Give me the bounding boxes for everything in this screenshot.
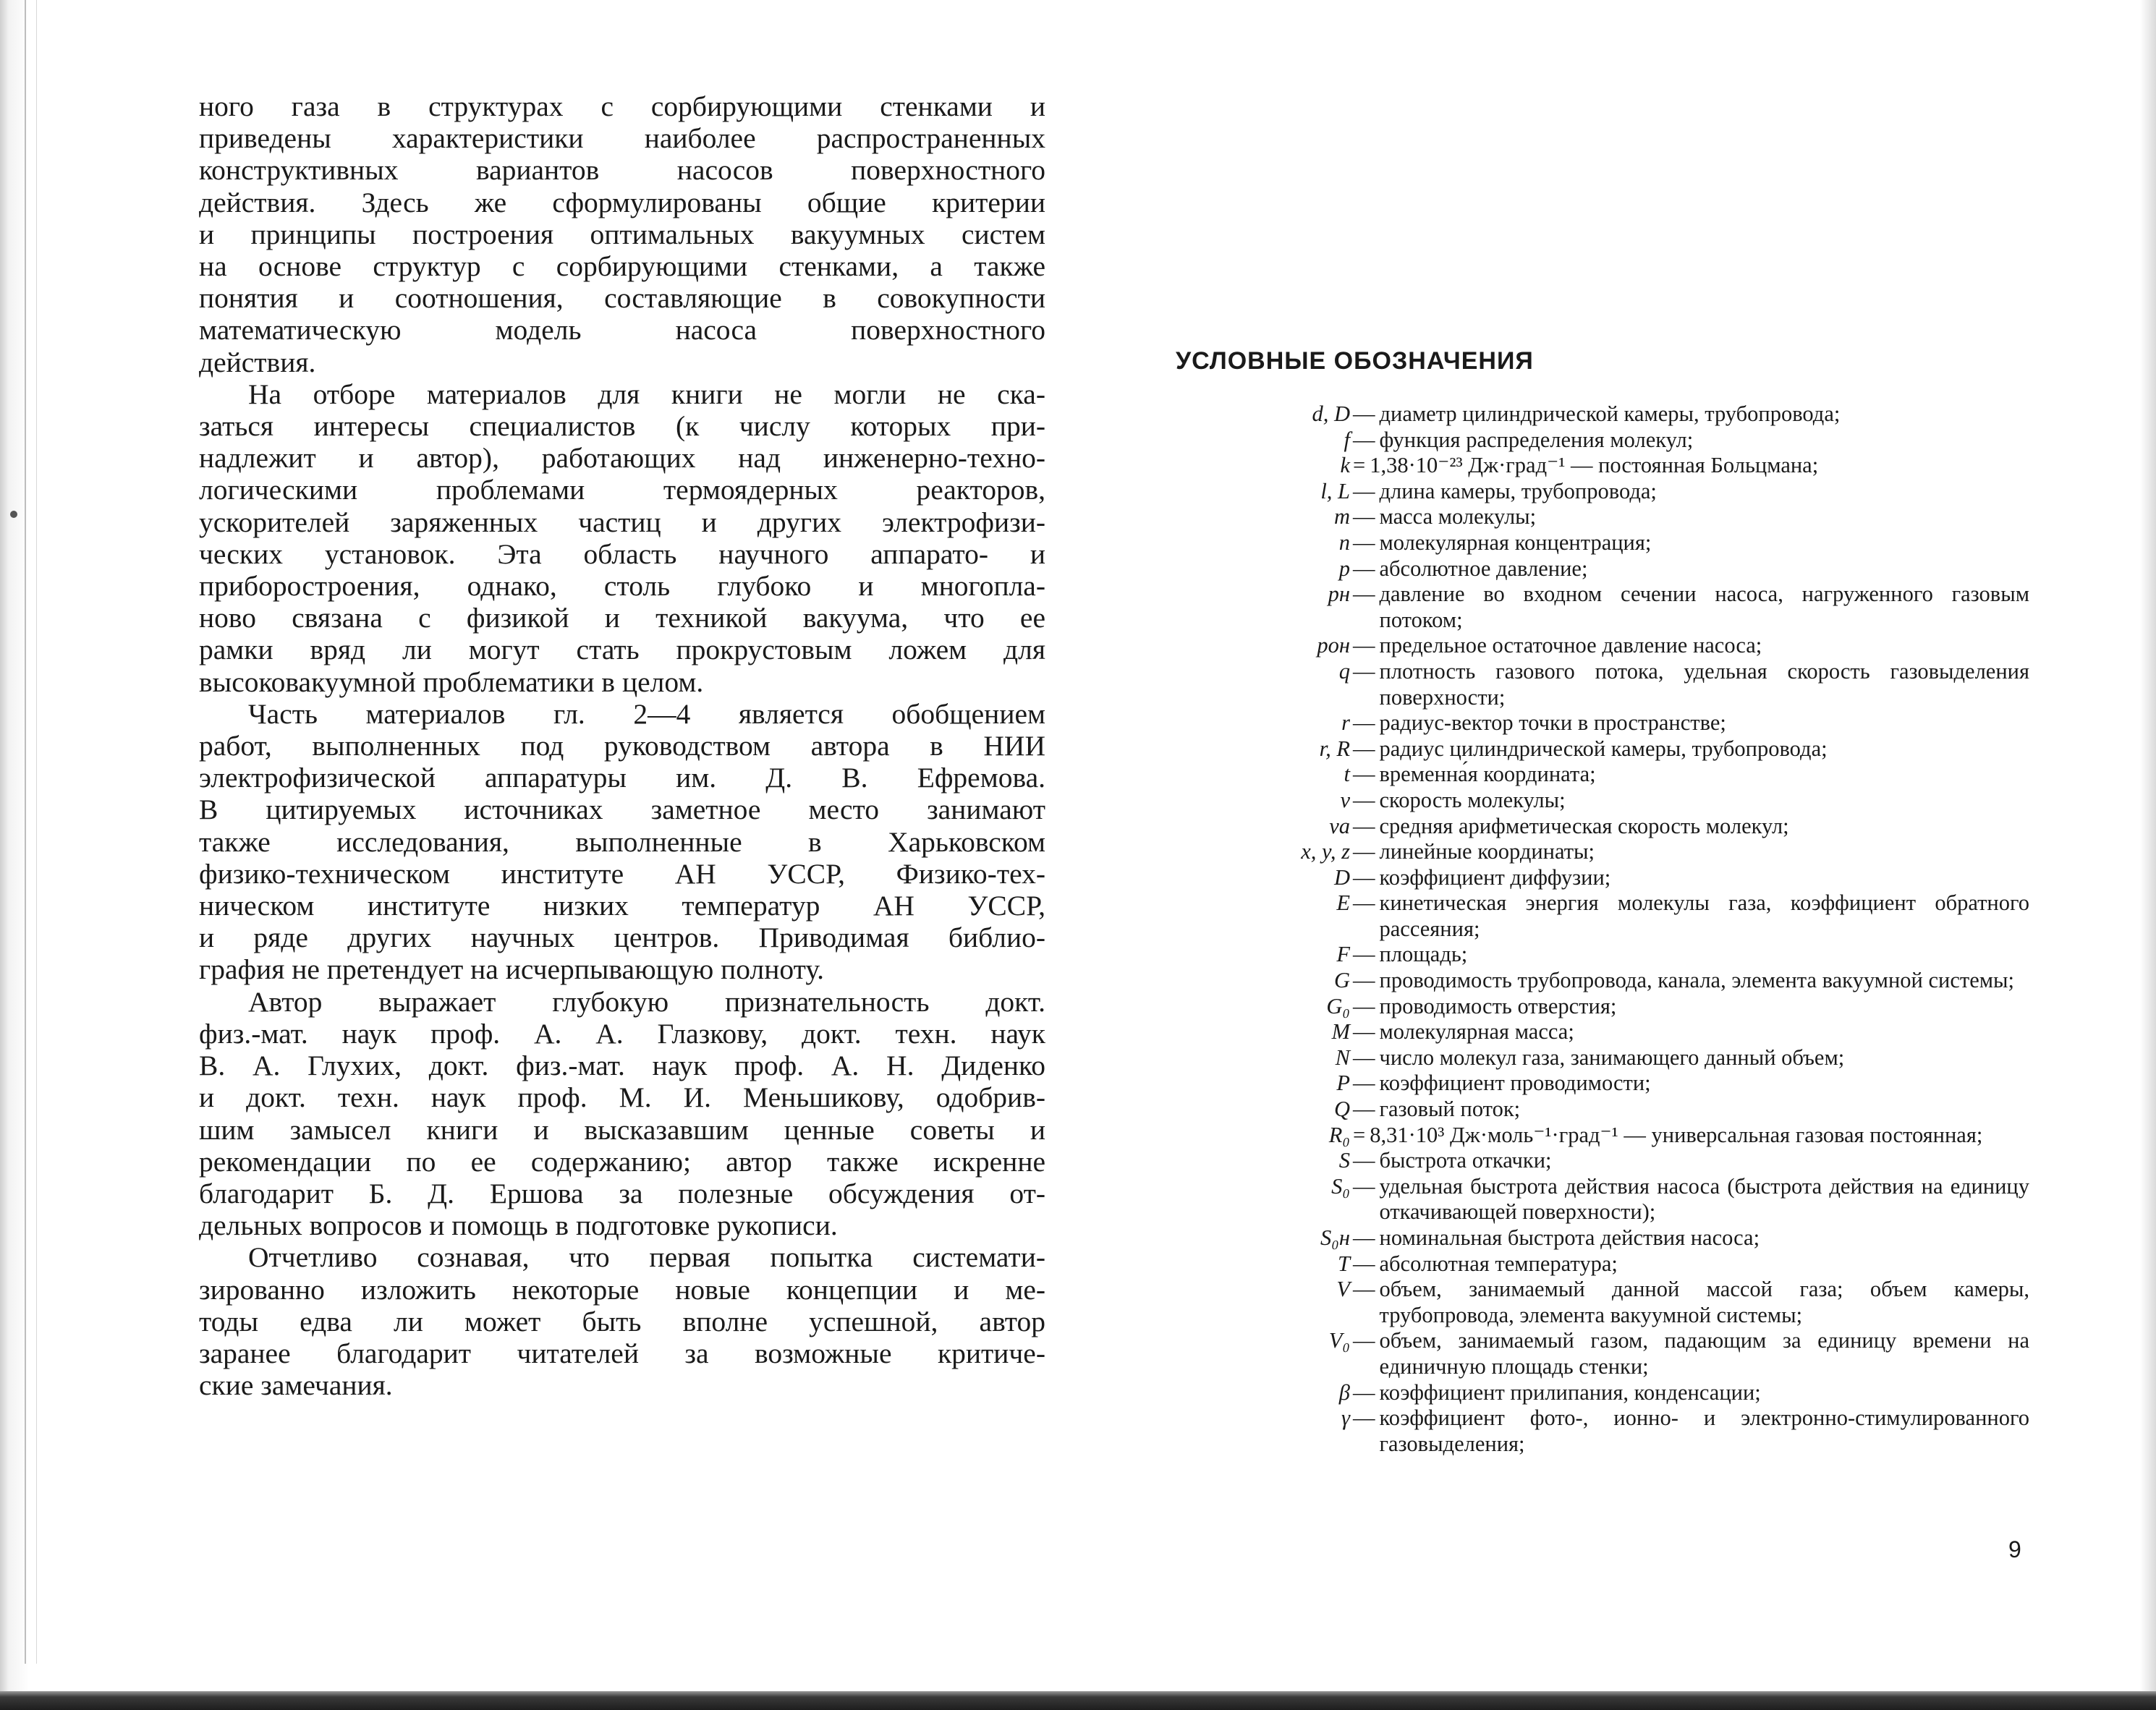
notation-separator: —	[1353, 633, 1375, 658]
notation-entry	[1176, 1123, 2029, 1149]
notation-entry	[1176, 1277, 2029, 1328]
notation-separator: —	[1353, 993, 1375, 1018]
text-line: и принципы построения оптимальных вакуумных систем	[199, 218, 1045, 250]
notation-separator: —	[1353, 658, 1375, 684]
notation-entry	[1176, 556, 2029, 582]
notation-symbol: G₀	[1326, 993, 1350, 1018]
notation-description: временна́я координата;	[1379, 762, 1596, 787]
notation-separator: —	[1353, 1071, 1375, 1096]
notation-symbol: N	[1335, 1045, 1350, 1070]
notation-entry	[1176, 788, 2029, 814]
text-line: действия. Здесь же сформулированы общие критерии	[199, 186, 1045, 218]
notation-separator: —	[1353, 504, 1375, 529]
text-line: и докт. техн. наук проф. М. И. Меньшикову, одобрив-	[199, 1081, 1045, 1114]
notation-description: 8,31·10³ Дж·моль⁻¹·град⁻¹ — универсальная газовая постоянная;	[1370, 1122, 1983, 1147]
text-line: приведены характеристики наиболее распространенных	[199, 122, 1045, 155]
notation-separator: —	[1353, 710, 1375, 736]
notation-symbol: S	[1338, 1148, 1350, 1173]
notation-entry	[1176, 865, 2029, 891]
notation-separator: —	[1353, 478, 1375, 503]
notation-separator: —	[1353, 762, 1375, 787]
notation-symbol: x, y, z	[1301, 839, 1350, 864]
notation-symbol: v	[1340, 787, 1350, 812]
notation-description: номинальная быстрота действия насоса;	[1379, 1225, 1760, 1250]
text-line: также исследования, выполненные в Харьковском	[199, 825, 1045, 858]
text-line: ускорителей заряженных частиц и других электрофизи-	[199, 506, 1045, 538]
notation-description: проводимость отверстия;	[1379, 993, 1617, 1018]
text-line: шим замысел книги и высказавшим ценные советы и	[199, 1113, 1045, 1146]
notation-symbol: P	[1336, 1071, 1350, 1096]
text-line: ного газа в структурах с сорбирующими стенками и	[199, 90, 1045, 122]
notation-description: газовый поток;	[1379, 1097, 1521, 1122]
text-line: зированно изложить некоторые новые концепции и ме-	[199, 1273, 1045, 1306]
notation-description: коэффициент проводимости;	[1379, 1071, 1651, 1096]
paragraph	[199, 986, 1045, 1242]
text-line: дельных вопросов и помощь в подготовке рукописи.	[199, 1209, 838, 1242]
notation-symbol: m	[1333, 504, 1350, 529]
text-line: на основе структур с сорбирующими стенками, а также	[199, 250, 1045, 283]
notation-symbol: vа	[1329, 813, 1350, 838]
notation-entry	[1176, 1148, 2029, 1174]
notation-description: площадь;	[1379, 942, 1468, 967]
notation-description: объем, занимаемый данной массой газа; объем камеры, трубопровода, элемента вакуумной системы;	[1379, 1277, 2029, 1327]
notation-separator: —	[1353, 813, 1375, 838]
text-line: благодарит Б. Д. Ершова за полезные обсуждения от-	[199, 1177, 1045, 1209]
notation-description: радиус цилиндрической камеры, трубопровода;	[1379, 736, 1828, 761]
notation-separator: —	[1353, 1148, 1375, 1173]
notation-separator: —	[1353, 839, 1375, 864]
notation-symbol: q	[1338, 658, 1350, 684]
notation-description: 1,38·10⁻²³ Дж·град⁻¹ — постоянная Больцмана;	[1370, 453, 1819, 478]
notation-entry	[1176, 1019, 2029, 1045]
notation-entry	[1176, 633, 2029, 659]
notation-entry	[1176, 1071, 2029, 1097]
notation-entry	[1176, 504, 2029, 530]
notation-symbol: S₀н	[1320, 1225, 1350, 1250]
notation-separator: —	[1353, 1405, 1375, 1431]
text-line: заться интересы специалистов (к числу которых при-	[199, 410, 1045, 443]
notation-symbol: G	[1333, 968, 1350, 993]
notation-entry	[1176, 1174, 2029, 1225]
text-line: тоды едва ли может быть вполне успешной, автор	[199, 1305, 1045, 1337]
text-line: рекомендации по ее содержанию; автор также искренне	[199, 1145, 1045, 1178]
text-line: физ.-мат. наук проф. А. А. Глазкову, докт. техн. наук	[199, 1017, 1045, 1050]
notation-list	[1176, 401, 2029, 1457]
notation-entry	[1176, 1251, 2029, 1277]
notation-entry	[1176, 530, 2029, 556]
notation-symbol: R₀	[1328, 1122, 1350, 1147]
notation-entry	[1176, 1097, 2029, 1123]
notation-entry	[1176, 1405, 2029, 1457]
page-number: 9	[2008, 1536, 2021, 1562]
notation-description: плотность газового потока, удельная скорость газовыделения поверхности;	[1379, 658, 2029, 710]
notation-symbol: r, R	[1319, 736, 1350, 761]
notation-separator: =	[1353, 453, 1366, 478]
notation-description: коэффициент фото-, ионно- и электронно-стимулированного газовыделения;	[1379, 1405, 2029, 1456]
notation-symbol: t	[1344, 762, 1350, 787]
text-line: и ряде других научных центров. Приводимая библио-	[199, 922, 1045, 954]
left-page-text	[199, 90, 1045, 1401]
text-line: понятия и соотношения, составляющие в совокупности	[199, 282, 1045, 315]
notation-entry	[1176, 659, 2029, 710]
notation-description: коэффициент диффузии;	[1379, 864, 1611, 890]
text-line: математическую модель насоса поверхностного	[199, 314, 1045, 346]
notation-description: кинетическая энергия молекулы газа, коэффициент обратного рассеяния;	[1379, 890, 2029, 941]
notation-symbol: S₀	[1331, 1173, 1350, 1199]
notation-description: удельная быстрота действия насоса (быстрота действия на единицу откачивающей поверхности);	[1379, 1173, 2029, 1225]
notation-description: быстрота откачки;	[1379, 1148, 1552, 1173]
text-line: В. А. Глухих, докт. физ.-мат. наук проф. А. Н. Диденко	[199, 1050, 1045, 1082]
text-line: В цитируемых источниках заметное место занимают	[199, 794, 1045, 826]
notation-entry	[1176, 428, 2029, 454]
notation-symbol: M	[1331, 1019, 1350, 1045]
notation-description: средняя арифметическая скорость молекул;	[1379, 813, 1789, 838]
notation-separator: —	[1353, 736, 1375, 761]
notation-entry	[1176, 1045, 2029, 1071]
text-line: ническом институте низких температур АН УССР,	[199, 890, 1045, 922]
notation-separator: —	[1353, 427, 1375, 452]
notation-separator: —	[1353, 890, 1375, 916]
notation-description: давление во входном сечении насоса, нагруженного газовым потоком;	[1379, 582, 2029, 632]
text-line: надлежит и автор), работающих над инженерно-техно-	[199, 442, 1045, 475]
notation-separator: —	[1353, 1379, 1375, 1405]
notation-separator: —	[1353, 1225, 1375, 1250]
notation-entry	[1176, 942, 2029, 968]
notation-separator: —	[1353, 582, 1375, 607]
notation-separator: —	[1353, 1045, 1375, 1070]
notation-entry	[1176, 479, 2029, 505]
notation-entry	[1176, 710, 2029, 736]
notation-entry	[1176, 453, 2029, 479]
text-line: электрофизической аппаратуры им. Д. В. Ефремова.	[199, 762, 1045, 794]
paragraph	[199, 90, 1045, 378]
notation-symbol: pон	[1317, 633, 1350, 658]
text-line: ново связана с физикой и техникой вакуума, что ее	[199, 602, 1045, 634]
notation-description: объем, занимаемый газом, падающим за единицу времени на единичную площадь стенки;	[1379, 1328, 2029, 1379]
text-line: Отчетливо сознавая, что первая попытка системати-	[248, 1241, 1045, 1274]
paragraph	[199, 698, 1045, 986]
notation-separator: —	[1353, 787, 1375, 812]
paragraph	[199, 1241, 1045, 1401]
notation-symbol: β	[1338, 1379, 1350, 1405]
notation-separator: —	[1353, 864, 1375, 890]
notation-description: масса молекулы;	[1379, 504, 1537, 529]
notation-symbol: n	[1338, 529, 1350, 555]
notation-separator: =	[1353, 1122, 1366, 1147]
notation-entry	[1176, 1225, 2029, 1251]
notation-symbol: V₀	[1328, 1328, 1350, 1353]
notation-description: коэффициент прилипания, конденсации;	[1379, 1379, 1761, 1405]
scan-speck	[10, 511, 17, 518]
section-heading: УСЛОВНЫЕ ОБОЗНАЧЕНИЯ	[1176, 347, 1534, 375]
text-line: действия.	[199, 346, 316, 378]
notation-symbol: γ	[1341, 1405, 1350, 1431]
notation-separator: —	[1353, 1097, 1375, 1122]
text-line: работ, выполненных под руководством автора в НИИ	[199, 730, 1045, 762]
notation-symbol: T	[1338, 1251, 1350, 1276]
notation-separator: —	[1353, 1251, 1375, 1276]
notation-description: диаметр цилиндрической камеры, трубопровода;	[1379, 401, 1841, 426]
scan-right-edge	[2140, 0, 2156, 1710]
notation-separator: —	[1353, 1173, 1375, 1199]
text-line: ские замечания.	[199, 1369, 393, 1402]
notation-symbol: F	[1336, 942, 1350, 967]
text-line: графия не претендует на исчерпывающую полноту.	[199, 953, 824, 986]
notation-entry	[1176, 890, 2029, 942]
notation-entry	[1176, 839, 2029, 865]
notation-entry	[1176, 401, 2029, 428]
notation-symbol: pн	[1328, 582, 1350, 607]
notation-separator: —	[1353, 556, 1375, 581]
notation-description: радиус-вектор точки в пространстве;	[1379, 710, 1726, 736]
notation-separator: —	[1353, 529, 1375, 555]
text-line: Автор выражает глубокую признательность докт.	[248, 985, 1045, 1018]
notation-description: молекулярная концентрация;	[1379, 529, 1652, 555]
notation-description: число молекул газа, занимающего данный объем;	[1379, 1045, 1845, 1070]
notation-description: длина камеры, трубопровода;	[1379, 478, 1657, 503]
notation-entry	[1176, 814, 2029, 840]
text-line: На отборе материалов для книги не могли не ска-	[248, 378, 1045, 410]
notation-symbol: Q	[1333, 1097, 1350, 1122]
notation-symbol: d, D	[1312, 401, 1350, 426]
notation-description: функция распределения молекул;	[1379, 427, 1694, 452]
text-line: заранее благодарит читателей за возможные критиче-	[199, 1337, 1045, 1369]
notation-entry	[1176, 736, 2029, 762]
scan-bottom-edge	[0, 1691, 2156, 1710]
text-line: Часть материалов гл. 2—4 является обобщением	[248, 697, 1045, 730]
notation-symbol: k	[1340, 453, 1350, 478]
notation-description: линейные координаты;	[1379, 839, 1595, 864]
notation-description: молекулярная масса;	[1379, 1019, 1574, 1045]
text-line: физико-техническом институте АН УССР, Физико-тех-	[199, 857, 1045, 890]
notation-symbol: f	[1344, 427, 1350, 452]
notation-description: проводимость трубопровода, канала, элемента вакуумной системы;	[1379, 968, 2015, 993]
notation-description: предельное остаточное давление насоса;	[1379, 633, 1762, 658]
notation-symbol: p	[1338, 556, 1350, 581]
notation-symbol: V	[1336, 1277, 1350, 1302]
notation-separator: —	[1353, 968, 1375, 993]
text-line: приборостроения, однако, столь глубоко и многопла-	[199, 570, 1045, 603]
notation-entry	[1176, 582, 2029, 633]
notation-symbol: D	[1333, 864, 1350, 890]
notation-separator: —	[1353, 942, 1375, 967]
text-line: ческих установок. Эта область научного аппарато- и	[199, 537, 1045, 570]
text-line: высоковакуумной проблематики в целом.	[199, 665, 704, 698]
right-page	[1176, 347, 2029, 1457]
text-line: логическими проблемами термоядерных реакторов,	[199, 474, 1045, 506]
notation-symbol: l, L	[1320, 478, 1350, 503]
notation-entry	[1176, 994, 2029, 1020]
notation-separator: —	[1353, 1277, 1375, 1302]
notation-description: абсолютное давление;	[1379, 556, 1588, 581]
scan-binding-lines	[25, 0, 37, 1664]
notation-separator: —	[1353, 1019, 1375, 1045]
notation-separator: —	[1353, 1328, 1375, 1353]
text-line: конструктивных вариантов насосов поверхностного	[199, 154, 1045, 187]
notation-entry	[1176, 1380, 2029, 1406]
notation-entry	[1176, 968, 2029, 994]
notation-entry	[1176, 762, 2029, 788]
text-line: рамки вряд ли могут стать прокрустовым ложем для	[199, 634, 1045, 666]
notation-symbol: r	[1341, 710, 1350, 736]
notation-entry	[1176, 1328, 2029, 1379]
paragraph	[199, 378, 1045, 698]
notation-description: скорость молекулы;	[1379, 787, 1566, 812]
notation-description: абсолютная температура;	[1379, 1251, 1618, 1276]
notation-symbol: E	[1336, 890, 1350, 916]
notation-separator: —	[1353, 401, 1375, 426]
